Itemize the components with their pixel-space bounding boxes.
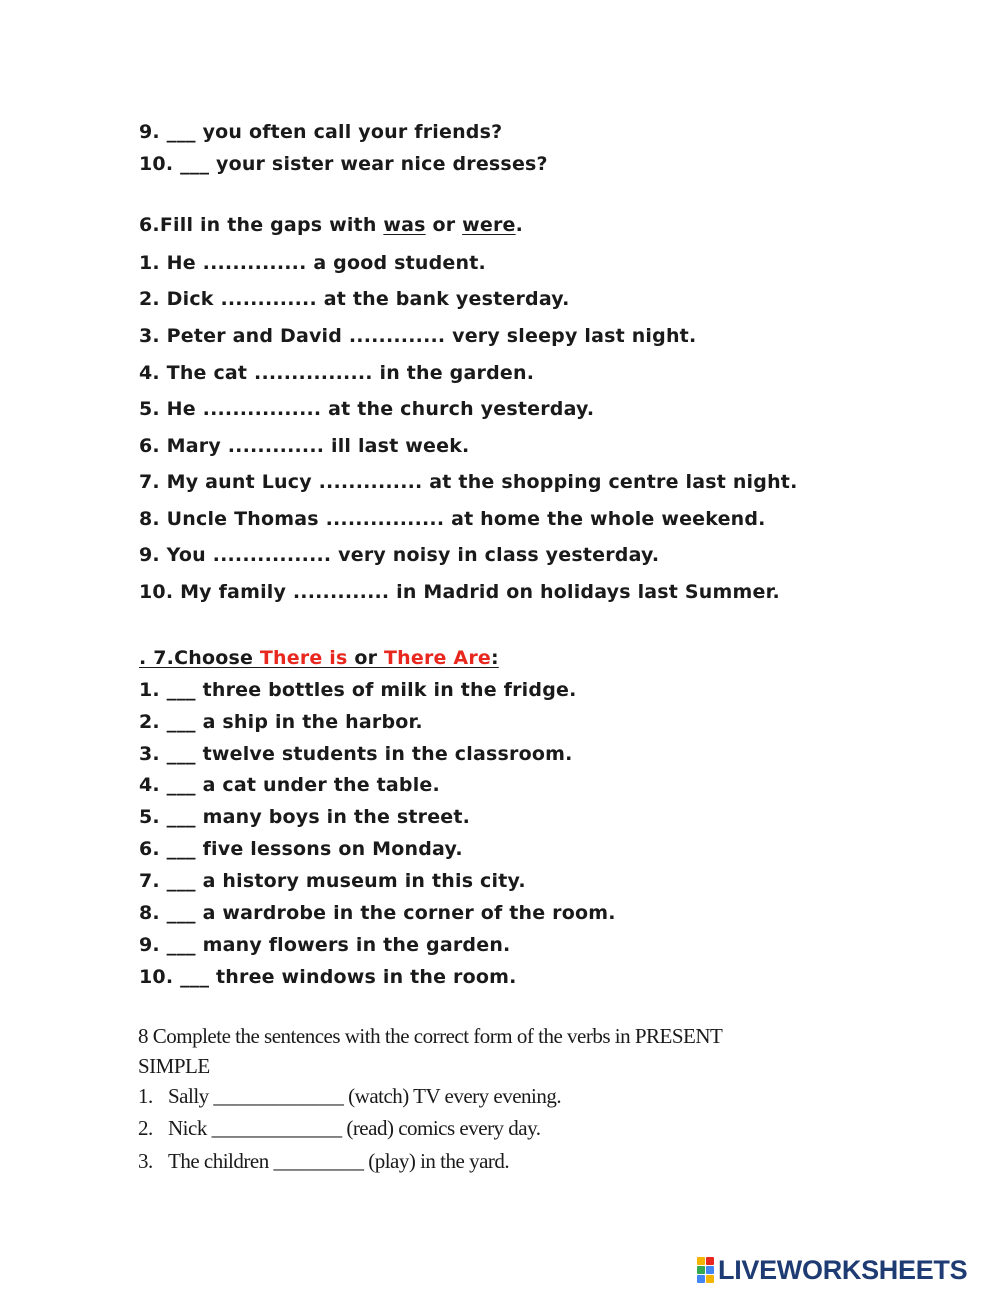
s5-item-9: 9. ___ you often call your friends? xyxy=(139,121,503,143)
liveworksheets-logo xyxy=(697,1255,967,1285)
s7-item-3: 3. ___ twelve students in the classroom. xyxy=(139,743,573,765)
s6-item-5: 5. He ................ at the church yesterday. xyxy=(139,398,595,420)
s8-item-3-text: The children _________ (play) in the yard. xyxy=(168,1149,510,1173)
s6-heading-prefix: 6.Fill in the gaps with xyxy=(139,214,384,236)
liveworksheets-logo-icon xyxy=(697,1257,715,1283)
s8-item-3 xyxy=(138,1151,509,1172)
s6-item-8: 8. Uncle Thomas ................ at home the whole weekend. xyxy=(139,508,766,530)
s6-item-9: 9. You ................ very noisy in class yesterday. xyxy=(139,544,660,566)
s7-item-9: 9. ___ many flowers in the garden. xyxy=(139,934,511,956)
s8-item-2-num: 2. xyxy=(138,1116,153,1140)
s8-item-1-num: 1. xyxy=(138,1084,153,1108)
s8-item-2 xyxy=(138,1118,541,1139)
s7-item-4: 4. ___ a cat under the table. xyxy=(139,774,440,796)
s7-item-6: 6. ___ five lessons on Monday. xyxy=(139,838,463,860)
s7-item-7: 7. ___ a history museum in this city. xyxy=(139,870,526,892)
s6-item-3: 3. Peter and David ............. very sleepy last night. xyxy=(139,325,697,347)
s7-heading-prefix: . 7.Choose xyxy=(139,647,260,669)
s8-heading-line2: SIMPLE xyxy=(138,1054,210,1078)
s6-item-7: 7. My aunt Lucy .............. at the shopping centre last night. xyxy=(139,471,798,493)
s8-heading-line1: 8 Complete the sentences with the correct form of the verbs in PRESENT xyxy=(138,1024,723,1048)
s6-heading-or: or xyxy=(425,214,463,236)
s7-heading-or: or xyxy=(347,647,384,669)
s7-item-1: 1. ___ three bottles of milk in the fridge. xyxy=(139,679,577,701)
s6-heading-suffix: . xyxy=(515,214,524,236)
s7-heading-suffix: : xyxy=(491,647,499,669)
s7-item-5: 5. ___ many boys in the street. xyxy=(139,806,471,828)
s7-item-10: 10. ___ three windows in the room. xyxy=(139,966,517,988)
logo-text: LIVEWORKSHEETS xyxy=(718,1254,968,1285)
s7-heading xyxy=(139,649,499,668)
s7-heading-there-is: There is xyxy=(259,647,348,669)
s7-heading-there-are: There Are xyxy=(383,647,491,669)
s6-heading-was: was xyxy=(383,214,426,236)
s6-item-10: 10. My family ............. in Madrid on holidays last Summer. xyxy=(139,581,780,603)
s8-item-1 xyxy=(138,1086,561,1107)
s6-item-4: 4. The cat ................ in the garden. xyxy=(139,362,535,384)
s7-item-2: 2. ___ a ship in the harbor. xyxy=(139,711,423,733)
s8-item-3-num: 3. xyxy=(138,1149,153,1173)
s6-item-1: 1. He .............. a good student. xyxy=(139,252,486,274)
s5-item-10: 10. ___ your sister wear nice dresses? xyxy=(139,153,548,175)
s8-item-1-text: Sally _____________ (watch) TV every evening. xyxy=(168,1084,562,1108)
s7-item-8: 8. ___ a wardrobe in the corner of the room. xyxy=(139,902,616,924)
s6-item-2: 2. Dick ............. at the bank yesterday. xyxy=(139,288,570,310)
s8-item-2-text: Nick _____________ (read) comics every day. xyxy=(168,1116,541,1140)
s6-item-6: 6. Mary ............. ill last week. xyxy=(139,435,470,457)
s6-heading-were: were xyxy=(462,214,516,236)
s6-heading xyxy=(139,216,523,235)
